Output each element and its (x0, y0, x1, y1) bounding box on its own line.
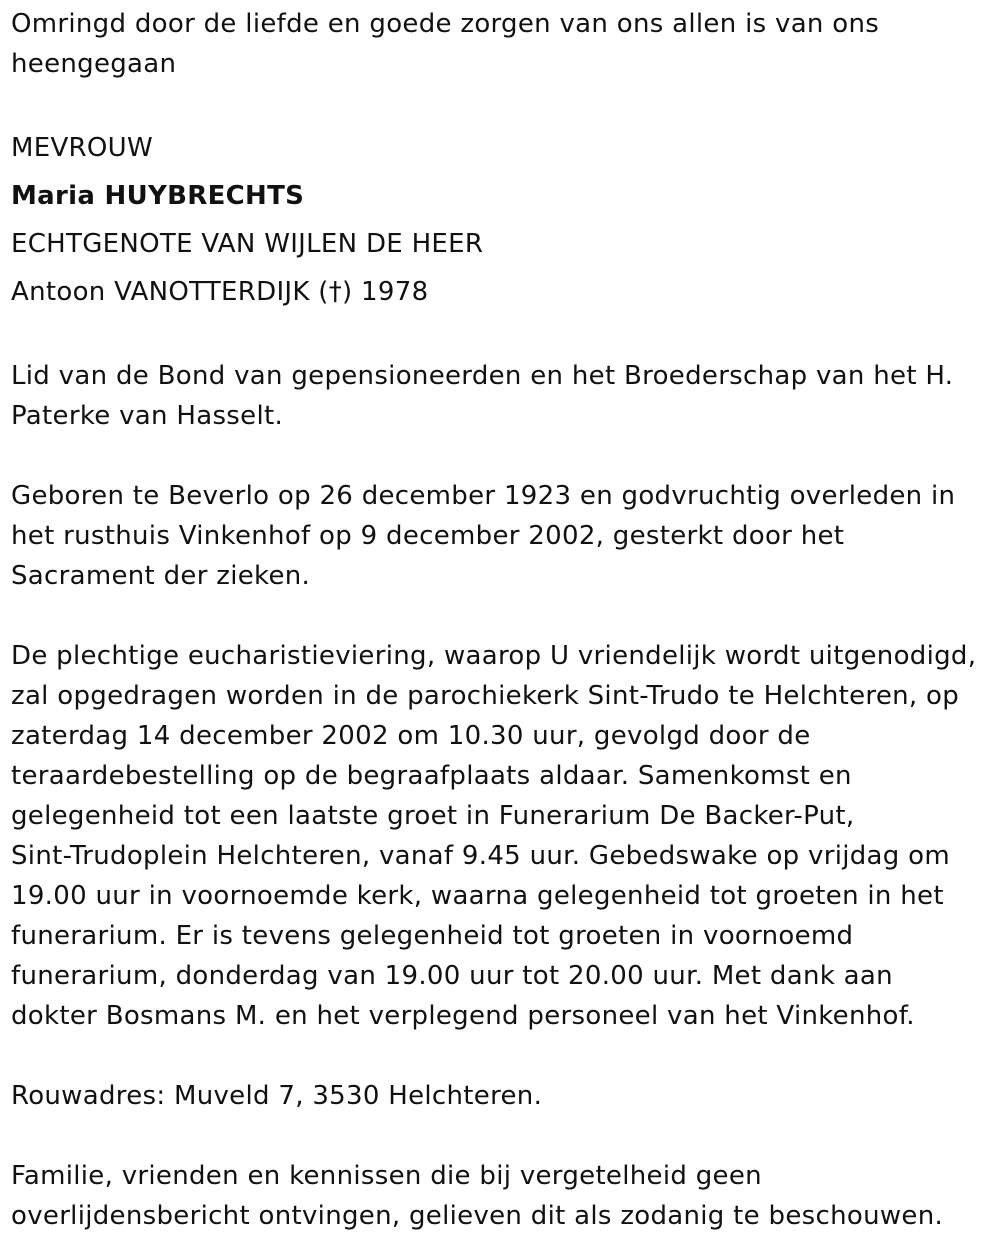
spacer (11, 1036, 986, 1076)
closing-text: Familie, vrienden en kennissen die bij vergetelheid geen overlijdensbericht ontvingen, gelieven dit als zodanig te beschouwen. (11, 1161, 944, 1231)
spacer (11, 84, 986, 124)
membership-text: Lid van de Bond van gepensioneerden en het Broederschap van het H. Paterke van Hasselt. (11, 361, 954, 431)
honorific-title: MEVROUW (11, 133, 154, 163)
spouse-label: ECHTGENOTE VAN WIJLEN DE HEER (11, 229, 484, 259)
ceremony-text: De plechtige eucharistieviering, waarop U vriendelijk wordt uitgenodigd, zal opgedragen worden in de parochiekerk Sint-Trudo te Helchteren, op zaterdag 14 december 2002 om 10.30 uur, gevolgd door de teraardebestelling op de begraafplaats aldaar. Samenkomst en gelegenheid tot een laatste groet in Funerarium De Backer-Put, Sint-Trudoplein Helchteren, vanaf 9.45 uur. Gebedswake op vrijdag om 19.00 uur in voornoemde kerk, waarna gelegenheid tot groeten in het funerarium. Er is tevens gelegenheid tot groeten in voornoemd funerarium, donderdag van 19.00 uur tot 20.00 uur. Met dank aan dokter Bosmans M. en het verplegend personeel van het Vinkenhof. (11, 641, 977, 1031)
birth-death-text: Geboren te Beverlo op 26 december 1923 en godvruchtig overleden in het rusthuis Vinkenhof op 9 december 2002, gesterkt door het Sacrament der zieken. (11, 481, 956, 591)
spouse-name: Antoon VANOTTERDIJK (†) 1978 (11, 277, 429, 307)
address-text: Rouwadres: Muveld 7, 3530 Helchteren. (11, 1081, 543, 1111)
death-notice (11, 4, 986, 1236)
spacer (11, 596, 986, 636)
spacer (11, 436, 986, 476)
deceased-name: Maria HUYBRECHTS (11, 181, 305, 211)
spacer (11, 1116, 986, 1156)
intro-text: Omringd door de liefde en goede zorgen van ons allen is van ons heengegaan (11, 9, 880, 79)
spacer (11, 316, 986, 356)
